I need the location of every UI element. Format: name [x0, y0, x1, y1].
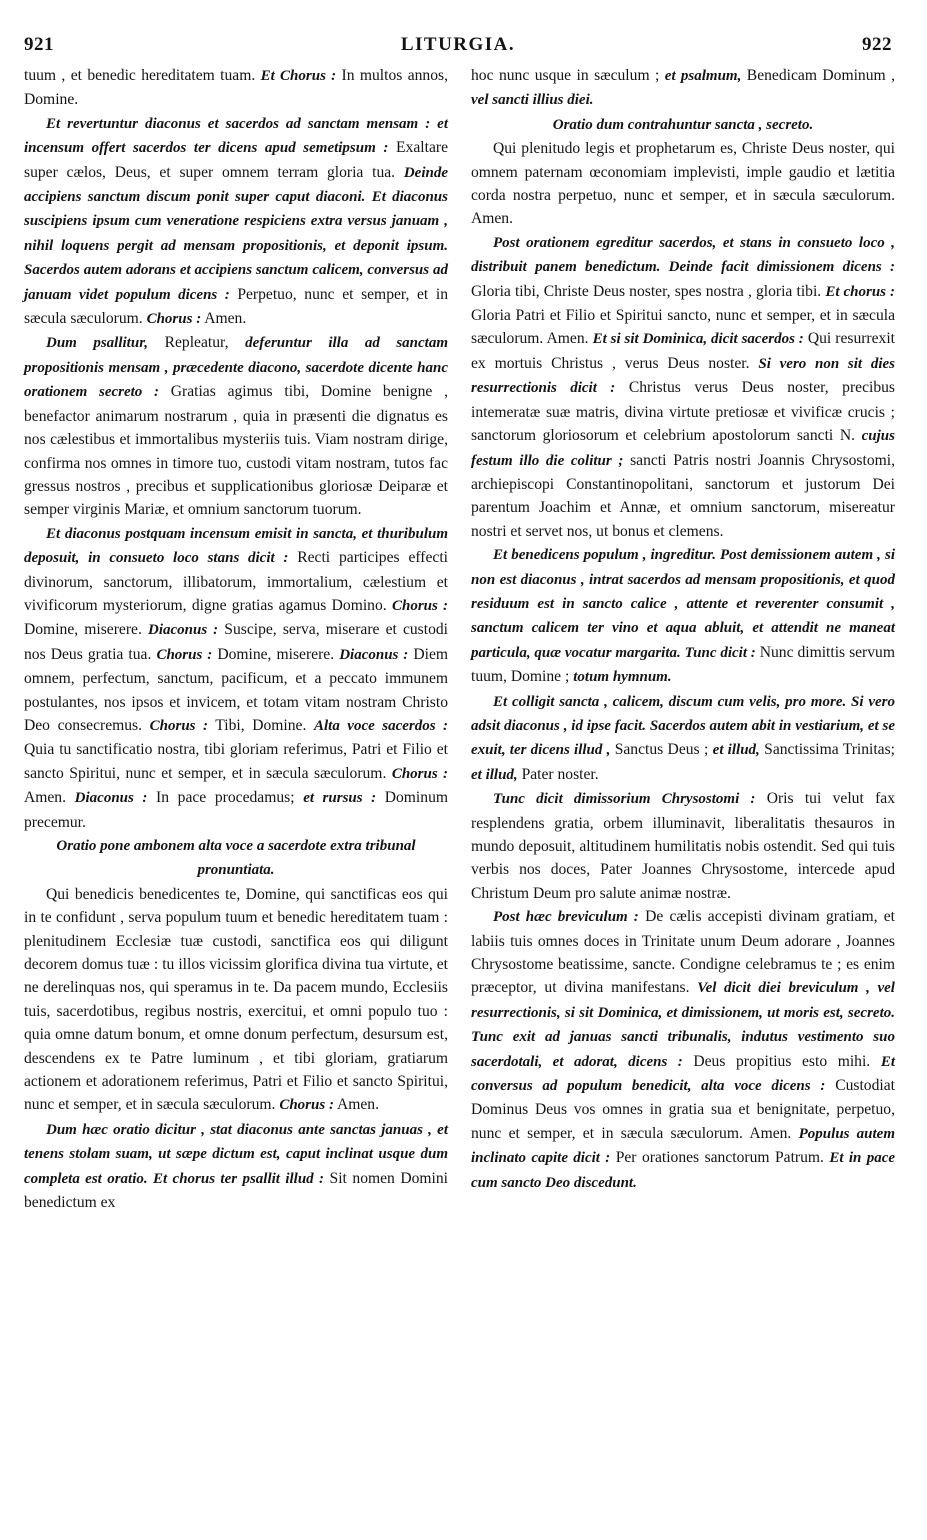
rubric-text: et rursus :: [303, 790, 377, 807]
running-head-title: LITURGIA.: [400, 34, 516, 55]
rubric-text: totum hymnum.: [573, 669, 672, 686]
rubric-text: et illud,: [712, 742, 760, 759]
prayer-text: Deus propitius esto mihi.: [682, 1052, 881, 1070]
paragraph: [471, 64, 895, 113]
paragraph: [471, 905, 895, 1195]
prayer-text: Exaltare super cælos, Deus, et super omnem terram gloria tua.: [24, 139, 449, 181]
rubric-text: Chorus :: [391, 597, 448, 614]
prayer-text: Sit nomen Domini benedictum ex: [24, 1169, 448, 1212]
rubric-heading: [471, 113, 895, 137]
rubric-text: Et conversus ad populum benedicit, alta voce dicens :: [471, 1053, 895, 1095]
rubric-text: Et si sit Dominica, dicit sacerdos :: [592, 331, 804, 348]
rubric-text: Chorus :: [149, 717, 208, 734]
prayer-text: In multos annos, Domine.: [24, 67, 448, 109]
prayer-text: Domine, miserere.: [212, 645, 340, 663]
rubric-text: Et diaconus postquam incensum emisit in sancta, et thuribulum deposuit, in consueto loco stans dicit :: [24, 525, 448, 567]
prayer-text: Gloria Patri et Filio et Spiritui sancto, nunc et semper, et in sæcula sæculorum. Amen.: [471, 307, 895, 348]
rubric-text: Post hæc breviculum :: [493, 909, 639, 926]
prayer-text: Repleatur,: [147, 334, 246, 352]
right-text-column: [471, 64, 895, 1195]
prayer-text: Gloria tibi, Christe Deus noster, spes nostra , gloria tibi.: [471, 282, 826, 300]
paragraph: [471, 690, 895, 788]
rubric-text: Et colligit sancta , calicem, discum cum velis, pro more. Si vero adsit diaconus , id ipse facit. Sacerdos autem abit in vestiarium, et se exuit, ter dicens illud ,: [471, 693, 895, 759]
prayer-text: Qui benedicis benedicentes te, Domine, qui sanctificas eos qui in te confidunt , serva populum tuum et benedic hereditatem tuam : plenitudinem Ecclesiæ tuæ custodi, sanctifica eos qui diligunt decorem domus tuæ : tu illos vicissim glorifica divina tua virtute, et ne derelinquas nos, qui speramus in te. Da pacem mundo, Ecclesiis tuis, sacerdotibus, regibus nostris, exercitui, et omni populo tuo : quia omne datum bonum, et omne donum perfectum, desursum est, descendens ex te Patre luminum , et tibi gloriam, gratiarum actionem et adorationem referimus, Patri et Filio et sancto Spiritui, nunc et semper, et in sæcula sæculorum.: [24, 885, 448, 1114]
rubric-text: Diaconus :: [339, 646, 409, 663]
rubric-text: Si vero non sit dies resurrectionis dicit :: [471, 355, 895, 397]
rubric-text: Populus autem inclinato capite dicit :: [471, 1125, 895, 1167]
rubric-text: vel sancti illius diei.: [471, 92, 594, 109]
paragraph: [24, 1118, 448, 1215]
rubric-text: Et chorus :: [825, 283, 895, 300]
paragraph: [471, 787, 895, 905]
page-number-left: 921: [24, 34, 54, 55]
prayer-text: hoc nunc usque in sæculum ;: [471, 67, 665, 84]
running-header: [24, 30, 892, 60]
rubric-text: Oratio dum contrahuntur sancta , secreto.: [552, 116, 814, 133]
prayer-text: In pace procedamus;: [147, 789, 304, 807]
rubric-text: Oratio pone ambonem alta voce a sacerdote extra tribunal pronuntiata.: [56, 838, 416, 879]
paragraph: [471, 137, 895, 231]
rubric-text: Chorus :: [391, 765, 449, 782]
prayer-text: Benedicam Dominum ,: [741, 67, 895, 84]
rubric-text: Chorus :: [279, 1097, 334, 1114]
prayer-text: Christus verus Deus noster, precibus intemeratæ suæ matris, divina virtute pretiosæ et vivificæ crucis ; sanctorum gloriosorum et celebrium apostolorum sancti N.: [471, 379, 895, 445]
prayer-text: sancti Patris nostri Joannis Chrysostomi, archiepiscopi Constantinopolitani, sanctorum et justorum Dei parentum Joachim et Annæ, et omnium sanctorum, misereatur nostri et servet nos, ut bonus et clemens.: [471, 451, 895, 540]
prayer-text: tuum , et benedic hereditatem tuam.: [24, 67, 261, 84]
prayer-text: Perpetuo, nunc et semper, et in sæcula sæculorum.: [24, 285, 448, 328]
rubric-text: Diaconus :: [74, 790, 148, 807]
rubric-text: deferuntur illa ad sanctam propositionis mensam , præcedente diacono, sacerdote dicente hanc orationem secreto :: [24, 335, 448, 401]
rubric-text: Dum hæc oratio dicitur , stat diaconus ante sanctas januas , et tenens stolam suam, ut sæpe dictum est, caput inclinat usque dum completa est oratio. Et chorus ter psallit illud :: [24, 1121, 448, 1187]
prayer-text: Domine, miserere.: [24, 621, 148, 639]
prayer-text: Dominum precemur.: [24, 789, 448, 831]
prayer-text: Tibi, Domine.: [207, 716, 314, 734]
prayer-text: Nunc dimittis servum tuum, Domine ;: [471, 643, 895, 686]
rubric-text: et psalmum,: [664, 68, 742, 84]
rubric-text: Deinde accipiens sanctum discum ponit super caput diaconi. Et diaconus suscipiens ipsum cum veneratione respiciens extra versus januam , nihil loquens pergit ad mensam propositionis, et deponit ipsum. Sacerdos autem adorans et accipiens sanctum calicem, conversus ad januam videt populum dicens :: [24, 164, 448, 303]
prayer-text: Pater noster.: [517, 765, 599, 783]
rubric-text: Chorus :: [146, 311, 202, 328]
rubric-text: Et Chorus :: [260, 68, 337, 84]
left-text-column: [24, 64, 448, 1215]
rubric-text: Et benedicens populum , ingreditur. Post demissionem autem , si non est diaconus , intrat sacerdos ad mensam propositionis, et quod residuum est in sancto calice , attente et reverenter consumit , sanctum calicem ter vino et aqua abluit, et attendit ne maneat particula, quæ vocatur margarita. Tunc dicit :: [471, 547, 895, 661]
prayer-text: Qui plenitudo legis et prophetarum es, Christe Deus noster, qui omnem paternam œconomiam implevisti, imple gaudio et lætitia corda nostra perpetuo, nunc et semper, et in sæcula sæculorum. Amen.: [471, 140, 895, 228]
rubric-text: Dum psallitur,: [46, 335, 148, 352]
paragraph: [24, 522, 448, 834]
rubric-heading: [24, 834, 448, 883]
prayer-text: Amen.: [333, 1096, 379, 1114]
rubric-text: Tunc dicit dimissorium Chrysostomi :: [493, 791, 756, 808]
page-number-right: 922: [862, 34, 892, 55]
prayer-text: De cælis accepisti divinam gratiam, et labiis tuis omnes doces in Trinitate unum Deum adorare , Joannes Chrysostome beatissime, sancte. Condigne celebramus te ; es enim præceptor, ut divina manifestans.: [471, 908, 895, 997]
rubric-text: cujus festum illo die colitur ;: [471, 428, 895, 469]
rubric-text: Et in pace cum sancto Deo discedunt.: [471, 1150, 896, 1191]
prayer-text: Sanctus Deus ;: [610, 741, 713, 759]
prayer-text: Per orationes sanctorum Patrum.: [610, 1149, 830, 1167]
prayer-text: Amen.: [24, 789, 75, 807]
rubric-text: Diaconus :: [147, 622, 219, 639]
prayer-text: Suscipe, serva, miserare et custodi nos Deus gratia tua.: [24, 621, 448, 663]
rubric-text: Chorus :: [156, 646, 213, 663]
rubric-text: Et revertuntur diaconus et sacerdos ad sanctam mensam : et incensum offert sacerdos ter dicens apud semetipsum :: [24, 115, 448, 157]
prayer-text: Sanctissima Trinitas;: [759, 741, 896, 759]
paragraph: [471, 543, 895, 689]
paragraph: [24, 883, 448, 1118]
prayer-text: Recti participes effecti divinorum, sanctorum, illibatorum, immortalium, cælestium et vivificorum mysteriorum, digne gratias agamus Domino.: [24, 549, 448, 614]
prayer-text: Oris tui velut fax resplendens gratia, orbem illuminavit, liberalitatis thesauros in mundo deposuit, altitudinem humilitatis nobis ostendit. Sed qui tuis verbis nos doces, Pater Joannes Chrysostome, intercede apud Christum Deum pro salute animæ nostræ.: [471, 790, 895, 902]
prayer-text: Amen.: [201, 310, 247, 328]
prayer-text: Qui resurrexit ex mortuis Christus , verus Deus noster.: [471, 330, 896, 372]
paragraph: [24, 64, 448, 112]
rubric-text: Post orationem egreditur sacerdos, et stans in consueto loco , distribuit panem benedictum. Deinde facit dimissionem dicens :: [471, 234, 895, 276]
prayer-text: Diem omnem, perfectum, sanctum, pacificum, et a peccato immunem postulantes, nos ipsos et invicem, et totam vitam nostram Christo Deo consecremus.: [24, 645, 449, 734]
paragraph: [24, 112, 448, 332]
rubric-text: et illud,: [471, 766, 518, 783]
prayer-text: Quia tu sanctificatio nostra, tibi gloriam referimus, Patri et Filio et sancto Spiritui, nunc et semper, et in sæcula sæculorum.: [24, 741, 448, 782]
prayer-text: Custodiat Dominus Deus vos omnes in gratia sua et benignitate, perpetuo, nunc et semper, et in sæcula sæculorum. Amen.: [471, 1077, 895, 1142]
rubric-text: Vel dicit diei breviculum , vel resurrectionis, si sit Dominica, et dimissionem, ut moris est, secreto. Tunc exit ad januas sancti tribunalis, indutus vestimento suo sacerdotali, et adorat, dicens :: [471, 980, 895, 1070]
prayer-text: Gratias agimus tibi, Domine benigne , benefactor animarum nostrarum , quia in præsenti die dignatus es nos cælestibus et immortalibus mysteriis tuis. Viam nostram dirige, confirma nos omnes in timore tuo, custodi vitam nostram, tutos fac gressus nostros , precibus et supplicationibus gloriosæ Deiparæ et semper virginis Mariæ, et omnium sanctorum tuorum.: [24, 383, 448, 519]
paragraph: [24, 331, 448, 521]
rubric-text: Alta voce sacerdos :: [314, 717, 449, 734]
paragraph: [471, 231, 895, 543]
